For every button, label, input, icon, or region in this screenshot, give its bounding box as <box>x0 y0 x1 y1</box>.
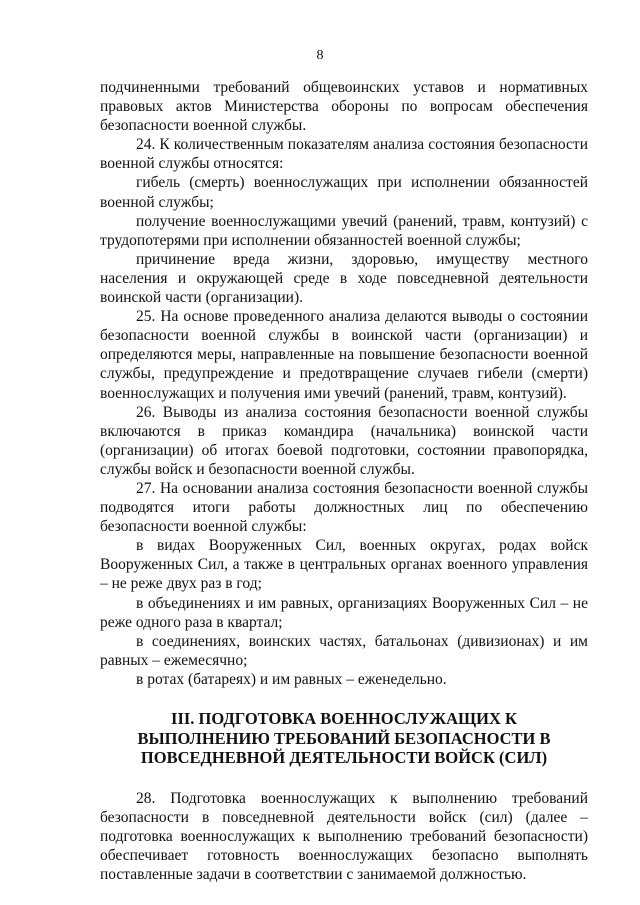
list-item-harm: причинение вреда жизни, здоровью, имуществу местного населения и окружающей среде в ходе повседневной деятельности воинской части (организации). <box>100 250 588 307</box>
paragraph-26: 26. Выводы из анализа состояния безопасности военной службы включаются в приказ командира (начальника) воинской части (организации) об итогах боевой подготовки, состоянии правопорядка, службы войск и безопасности военной службы. <box>100 403 588 478</box>
list-item-formations: в соединениях, воинских частях, батальонах (дивизионах) и им равных – ежемесячно; <box>100 632 588 669</box>
list-item-death: гибель (смерть) военнослужащих при исполнении обязанностей военной службы; <box>100 174 588 211</box>
list-item-armed-forces: в видах Вооруженных Сил, военных округах, родах войск Вооруженных Сил, а также в центральных органах военного управления – не реже двух раз в год; <box>100 537 588 593</box>
list-item-companies: в ротах (батареях) и им равных – еженедельно. <box>136 670 447 688</box>
paragraph-25: 25. На основе проведенного анализа делаются выводы о состоянии безопасности военной службы в воинской части (организации) и определяются меры, направленные на повышение безопасности военной службы, предупреждение и предотвращение случаев гибели (смерти) военнослужащих и получения ими увечий (ранений, травм, контузий). <box>100 308 588 402</box>
list-item-injuries: получение военнослужащими увечий (ранений, травм, контузий) с трудопотерями при исполнении обязанностей военной службы; <box>100 212 588 249</box>
paragraph-27: 27. На основании анализа состояния безопасности военной службы подводятся итоги работы должностных лиц по обеспечению безопасности военной службы: <box>100 479 588 536</box>
document-body <box>100 78 588 884</box>
paragraph-continuation: подчиненными требований общевоинских уставов и нормативных правовых актов Министерства обороны по вопросам обеспечения безопасности военной службы. <box>100 79 588 135</box>
list-item-associations: в объединениях и им равных, организациях Вооруженных Сил – не реже одного раза в квартал; <box>100 594 588 631</box>
page-number: 8 <box>316 48 324 63</box>
paragraph-24: 24. К количественным показателям анализа состояния безопасности военной службы относятся: <box>100 136 588 173</box>
section-title: III. ПОДГОТОВКА ВОЕННОСЛУЖАЩИХ К ВЫПОЛНЕНИЮ ТРЕБОВАНИЙ БЕЗОПАСНОСТИ В ПОВСЕДНЕВНОЙ ДЕЯТЕЛЬНОСТИ ВОЙСК (СИЛ) <box>137 709 551 767</box>
paragraph-28: 28. Подготовка военнослужащих к выполнению требований безопасности в повседневной деятельности войск (сил) (далее – подготовка военнослужащих к выполнению требований безопасности) обеспечивает готовность военнослужащих безопасно выполнять поставленные задачи в соответствии с занимаемой должностью. <box>100 789 588 883</box>
